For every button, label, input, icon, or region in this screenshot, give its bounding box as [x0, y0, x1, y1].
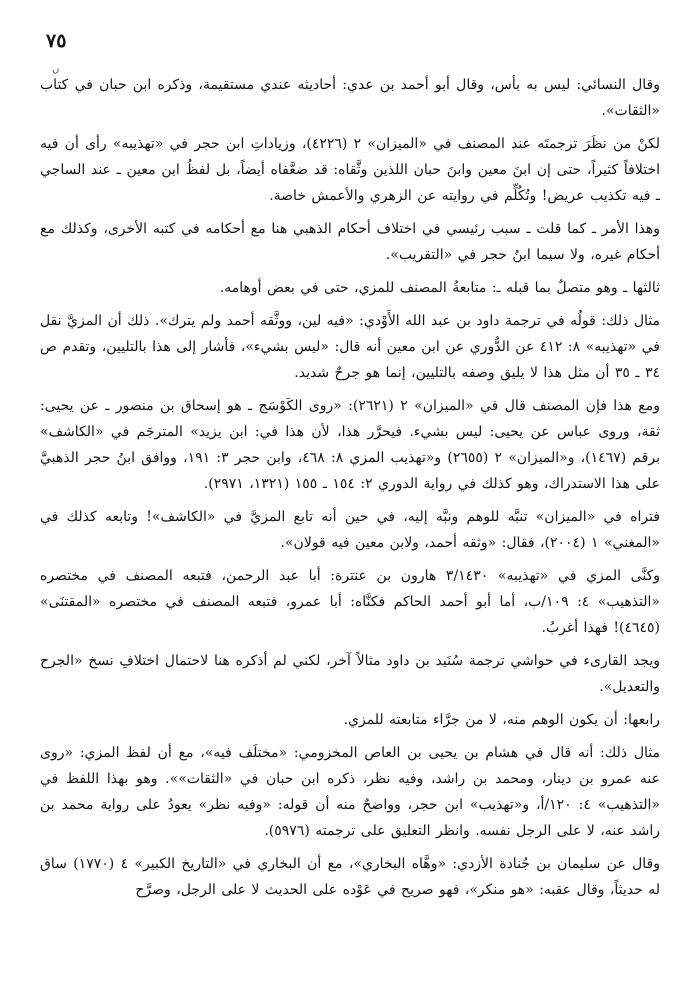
paragraph: ثالثها ـ وهو متصلٌ بما قبله ـ: متابعةُ المصنف للمزي، حتى في بعض أوهامه.	[219, 280, 660, 296]
paragraph: لكنْ من نظَرَ ترجمتَه عند المصنف في «الميزان» ٢ (٤٢٢٦)، وزياداتِ ابن حجر في «تهذيبه» رأى أن فيه اختلافاً كثيراً، حتى إن ابنَ معين وابنَ حبان اللذين وثَّقاه: قد ضعَّفاه أيضاً، بل لفظُ ابن معين ـ عند الساجي ـ فيه تكذيب عريض! وتُكُلِّم في روايته عن الزهري والأعمش خاصة.	[40, 136, 661, 204]
paragraph: وقال عن سليمان بن جُنادة الأزدي: «وهَّاه البخاري»، مع أن البخاري في «التاريخ الكبير» ٤ (١٧٧٠) ساق له حديثاً، وقال عقبه: «هو منكر»، فهو صريح في عَوْده على الحديث لا على الرجل، وصرَّح	[40, 856, 660, 898]
paragraph: وهذا الأمر ـ كما قلت ـ سبب رئيسي في اختلاف أحكام الذهبي هنا مع أحكامه في كتبه الأخرى، وكذلك مع أحكام غيره، ولا سيما ابنُ حجر في «التقريب».	[40, 221, 660, 263]
paragraph: ومع هذا فإن المصنف قال في «الميزان» ٢ (٢٦٢١): «روى الكَوْسَج ـ هو إسحاق بن منصور ـ عن يحيى: ثقة، وروى عباس عن يحيى: ليس بشيء. فيحرَّر هذا، لأن هذا في: ابن يزيد» المترجَم في «الكاشف» برقم (١٤٦٧)، و«الميزان» ٢ (٢٦٥٥) و«تهذيب المزي ٨: ٤٦٨، وابن حجر ٣: ١٩١، ووافق ابنُ حجر الذهبيَّ على هذا الاستدراك، وهو كذلك في رواية الدوري ٢: ١٥٤ ـ ١٥٥ (١٣٢١، ٢٩٧١).	[40, 398, 660, 492]
paragraph: وقال النسائي: ليس به بأس، وقال أبو أحمد بن عدي: أحاديثه عندي مستقيمة، وذكره ابن حبان في كتاب «الثقات».	[40, 77, 660, 119]
paragraph: مثال ذلك: قولُه في ترجمة داود بن عبد الله الأَوْدي: «فيه لين، ووثَّقه أحمد ولم يترك». ذلك أن المزيَّ نقل في «تهذيبه» ٨: ٤١٢ عن الدُّوري عن ابن معين أنه قال: «ليس بشيء»، فأشار إلى هذا بالتليين، وتقدم ص ٣٤ ـ ٣٥ أن مثل هذا لا يليق وصفه بالتليين، إنما هو جرحٌ شديد.	[40, 313, 661, 381]
margin-mark: ﮞ	[52, 64, 60, 75]
paragraph: ويجد القارىء في حواشي ترجمة سُنَيد بن داود مثالاً آخر، لكني لم أذكره هنا لاحتمال اختلافِ نسخ «الجرح والتعديل».	[40, 653, 660, 695]
paragraph: فتراه في «الميزان» تنبَّه للوهم ونبَّه إليه، في حين أنه تابع المزيَّ في «الكاشف»! وتابعه كذلك في «المغني» ١ (٢٠٠٤)، فقال: «وثقه أحمد، ولابن معين فيه قولان».	[40, 509, 660, 551]
paragraph: مثال ذلك: أنه قال في هشام بن يحيى بن العاص المخزومي: «مختلَف فيه»، مع أن لفظ المزي: «روى عنه عمرو بن دينار، ومحمد بن راشد، وفيه نظر، ذكره ابن حبان في «الثقات»». وهو بهذا اللفظ في «التذهيب» ٤: ١٢٠/أ، و«تهذيب» ابن حجر، وواضحٌ منه أن قوله: «وفيه نظر» يعودُ على رواية محمد بن راشد عنه، لا على الرجل نفسه. وانظر التعليق على ترجمته (٥٩٧٦).	[40, 745, 660, 839]
paragraph: وكنَّى المزي في «تهذيبه» ٣/١٤٣٠ هارون بن عنترة: أبا عبد الرحمن، فتبعه المصنف في مختصره «التذهيب» ٤: ١٠٩/ب، أما أبو أحمد الحاكم فكنَّاه: أبا عمرو، فتبعه المصنف في مختصره «المقتنَى» (٤٦٤٥)! فهذا أغربُ.	[40, 568, 661, 636]
paragraph: رابعها: أن يكون الوهم منه، لا من جرَّاء متابعته للمزي.	[343, 712, 660, 728]
page-number: ٧٥	[46, 30, 67, 52]
body-text	[40, 72, 660, 910]
